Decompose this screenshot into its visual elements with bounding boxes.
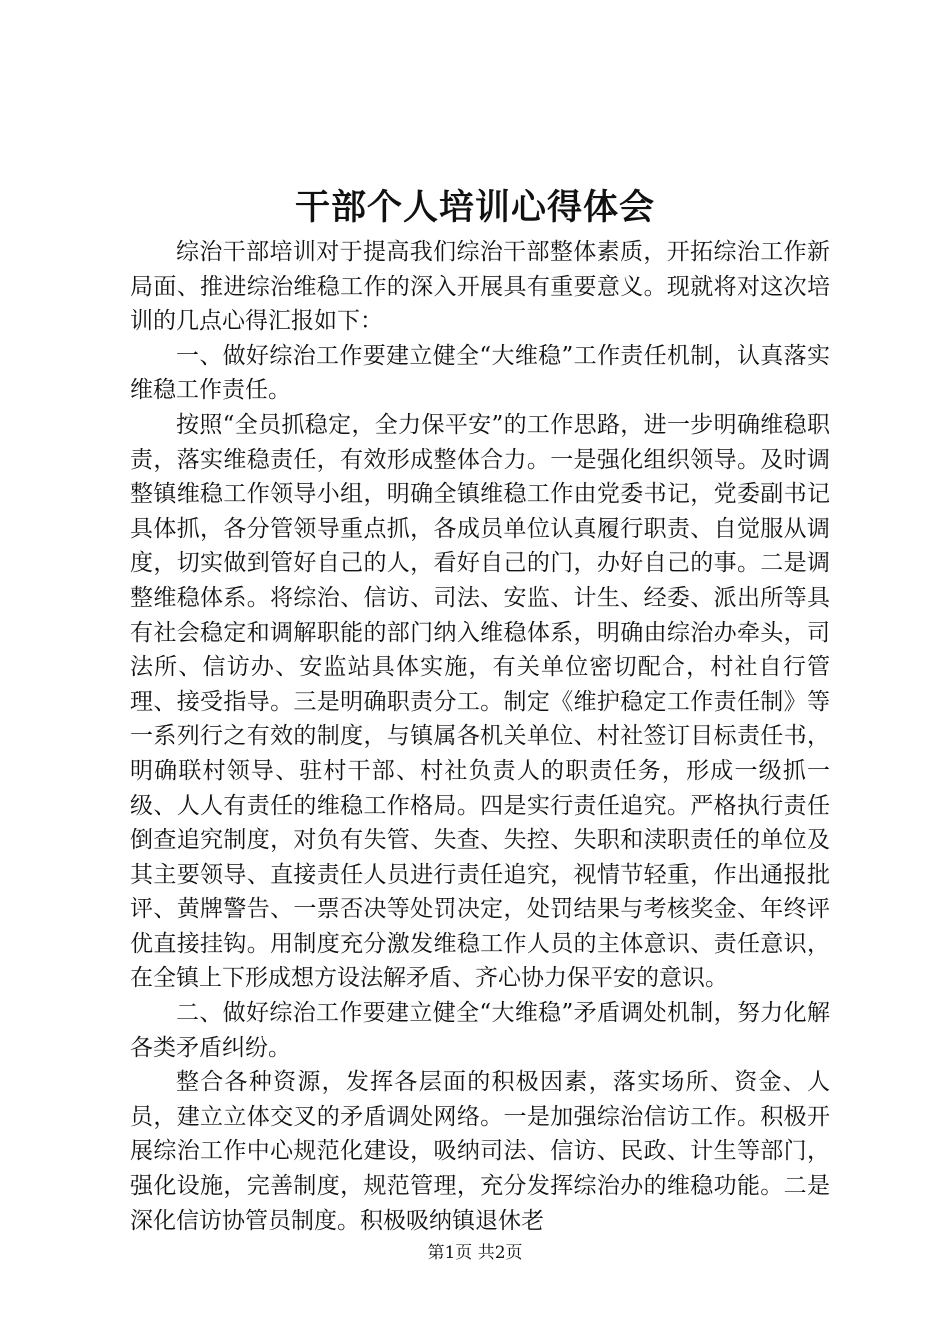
document-body <box>130 235 830 1238</box>
paragraph-heading-2: 二、做好综治工作要建立健全“大维稳”矛盾调处机制，努力化解各类矛盾纠纷。 <box>130 1000 830 1061</box>
paragraph-heading-1: 一、做好综治工作要建立健全“大维稳”工作责任机制，认真落实维稳工作责任。 <box>130 342 830 404</box>
paragraph-section-1: 按照“全员抓稳定，全力保平安”的工作思路，进一步明确维稳职责，落实维稳责任，有效形成整体合力。一是强化组织领导。及时调整镇维稳工作领导小组，明确全镇维稳工作由党委书记，党委副书记具体抓，各分管领导重点抓，各成员单位认真履行职责、自觉服从调度，切实做到管好自己的人，看好自己的门，办好自己的事。二是调整维稳体系。将综治、信访、司法、安监、计生、经委、派出所等具有社会稳定和调解职能的部门纳入维稳体系，明确由综治办牵头，司法所、信访办、安监站具体实施，有关单位密切配合，村社自行管理、接受指导。三是明确职责分工。制定《维护稳定工作责任制》等一系列行之有效的制度，与镇属各机关单位、村社签订目标责任书，明确联村领导、驻村干部、村社负责人的职责任务，形成一级抓一级、人人有责任的维稳工作格局。四是实行责任追究。严格执行责任倒查追究制度，对负有失管、失查、失控、失职和渎职责任的单位及其主要领导、直接责任人员进行责任追究，视情节轻重，作出通报批评、黄牌警告、一票否决等处罚决定，处罚结果与考核奖金、年终评优直接挂钩。用制度充分激发维稳工作人员的主体意识、责任意识，在全镇上下形成想方设法解矛盾、齐心协力保平安的意识。 <box>130 411 830 992</box>
page-footer: 第1页 共2页 <box>427 1243 523 1263</box>
paragraph-intro: 综治干部培训对于提高我们综治干部整体素质，开拓综治工作新局面、推进综治维稳工作的深入开展具有重要意义。现就将对这次培训的几点心得汇报如下： <box>130 239 830 335</box>
paragraph-section-2: 整合各种资源，发挥各层面的积极因素，落实场所、资金、人员，建立立体交叉的矛盾调处网络。一是加强综治信访工作。积极开展综治工作中心规范化建设，吸纳司法、信访、民政、计生等部门，强化设施，完善制度，规范管理，充分发挥综治办的维稳功能。二是深化信访协管员制度。积极吸纳镇退休老 <box>130 1069 830 1234</box>
document-title: 干部个人培训心得体会 <box>294 187 655 228</box>
